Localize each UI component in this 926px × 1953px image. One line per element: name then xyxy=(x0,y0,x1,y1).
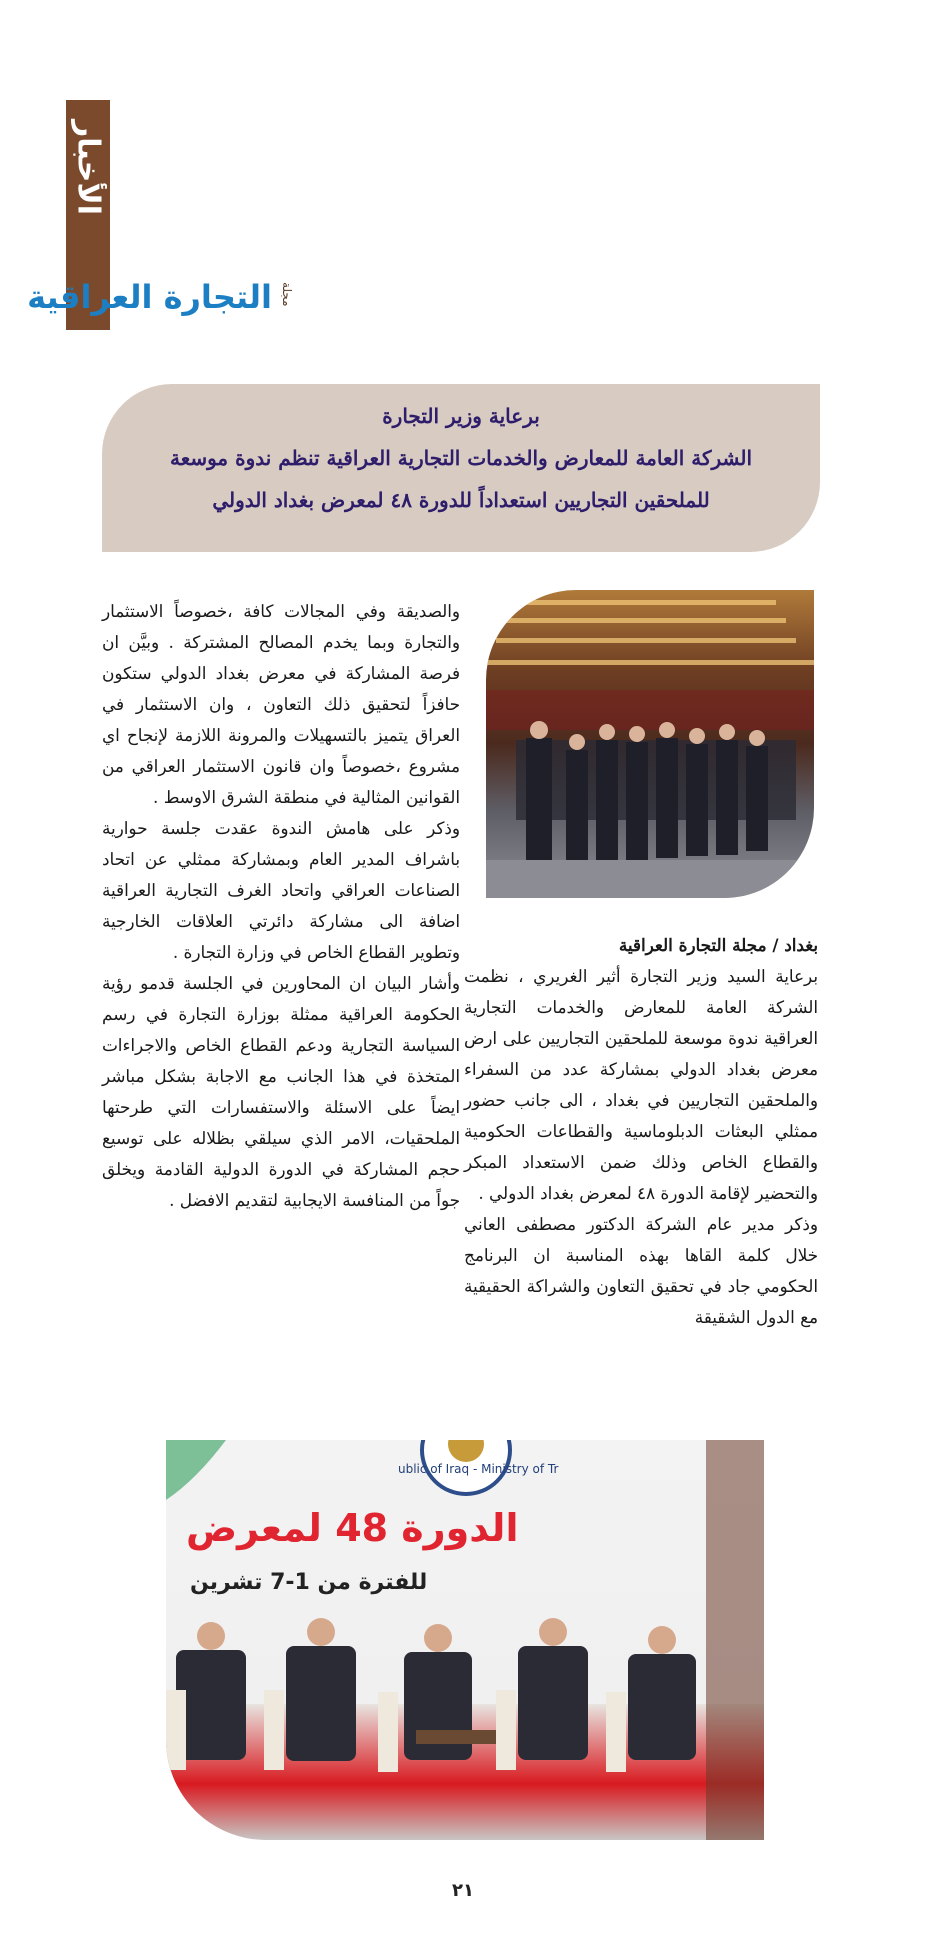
page-number: ٢١ xyxy=(452,1880,474,1901)
event-photo-hall xyxy=(486,590,814,898)
panel-photo-illustration xyxy=(166,1440,764,1840)
article-paragraph: وأشار البيان ان المحاورين في الجلسة قدمو رؤية الحكومة العراقية ممثلة بوزارة التجارة في رسم السياسة التجارية ودعم القطاع الخاص والاجراءات المتخذة في هذا الجانب مع الاجابة بشكل مباشر ايضاً على الاسئلة والاستفسارات التي طرحتها الملحقيات، الامر الذي سيلقي بظلاله على توسيع حجم المشاركة في الدورة الدولية القادمة ويخلق جواً من المنافسة الايجابية لتقديم الافضل . xyxy=(102,973,460,1210)
hall-photo-illustration xyxy=(486,590,814,898)
headline-line-2: الشركة العامة للمعارض والخدمات التجارية العراقية تنظم ندوة موسعة xyxy=(169,446,753,470)
article-paragraph: والصديقة وفي المجالات كافة ،خصوصاً الاستثمار والتجارة وبما يخدم المصالح المشتركة . وبيَّن ان فرصة المشاركة في معرض بغداد الدولي ستكون حافزاً لتحقيق ذلك التعاون ، وان الاستثمار في العراق يتميز بالتسهيلات والمرونة اللازمة لإنجاح اي مشروع ،خصوصاً وان قانون الاستثمار العراقي من القوانين المثالية في منطقة الشرق الاوسط . xyxy=(102,601,460,807)
article-paragraph: وذكر مدير عام الشركة الدكتور مصطفى العاني خلال كلمة القاها بهذه المناسبة ان البرنامج الحكومي جاد في تحقيق التعاون والشراكة الحقيقية مع الدول الشقيقة xyxy=(464,1214,818,1327)
section-tab-label: الأخبار xyxy=(70,120,106,216)
article-byline: بغداد / مجلة التجارة العراقية xyxy=(618,935,818,955)
ministry-banner-text: ublic of Iraq - Ministry of Tr xyxy=(398,1462,559,1476)
exhibition-banner-title: الدورة 48 لمعرض xyxy=(186,1506,519,1550)
magazine-logo-prefix: مجلة xyxy=(280,282,294,307)
article-column-left xyxy=(102,596,460,1216)
magazine-logo-name: التجارة العراقية xyxy=(27,278,272,316)
magazine-logo xyxy=(27,278,294,324)
headline-line-3: للملحقين التجاريين استعداداً للدورة ٤٨ لمعرض بغداد الدولي xyxy=(212,488,710,512)
headline-box xyxy=(102,384,820,552)
article-paragraph: وذكر على هامش الندوة عقدت جلسة حوارية باشراف المدير العام وبمشاركة ممثلي عن اتحاد الصناعات العراقي واتحاد الغرف التجارية العراقية اضافة الى مشاركة دائرتي العلاقات الخارجية وتطوير القطاع الخاص في وزارة التجارة . xyxy=(102,818,460,962)
exhibition-banner-dates: للفترة من 1-7 تشرين xyxy=(190,1570,428,1595)
article-paragraph: برعاية السيد وزير التجارة أثير الغريري ، نظمت الشركة العامة للمعارض والخدمات التجارية العراقية ندوة موسعة للملحقين التجاريين على ارض معرض بغداد الدولي بمشاركة عدد من السفراء والملحقين التجاريين في بغداد ، الى جانب حضور ممثلي البعثات الدبلوماسية والقطاعات الحكومية والقطاع الخاص وذلك ضمن الاستعداد المبكر والتحضير لإقامة الدورة ٤٨ لمعرض بغداد الدولي . xyxy=(464,966,818,1203)
headline-line-1: برعاية وزير التجارة xyxy=(382,404,540,428)
event-photo-panel xyxy=(166,1440,764,1840)
article-column-right xyxy=(464,930,818,1333)
